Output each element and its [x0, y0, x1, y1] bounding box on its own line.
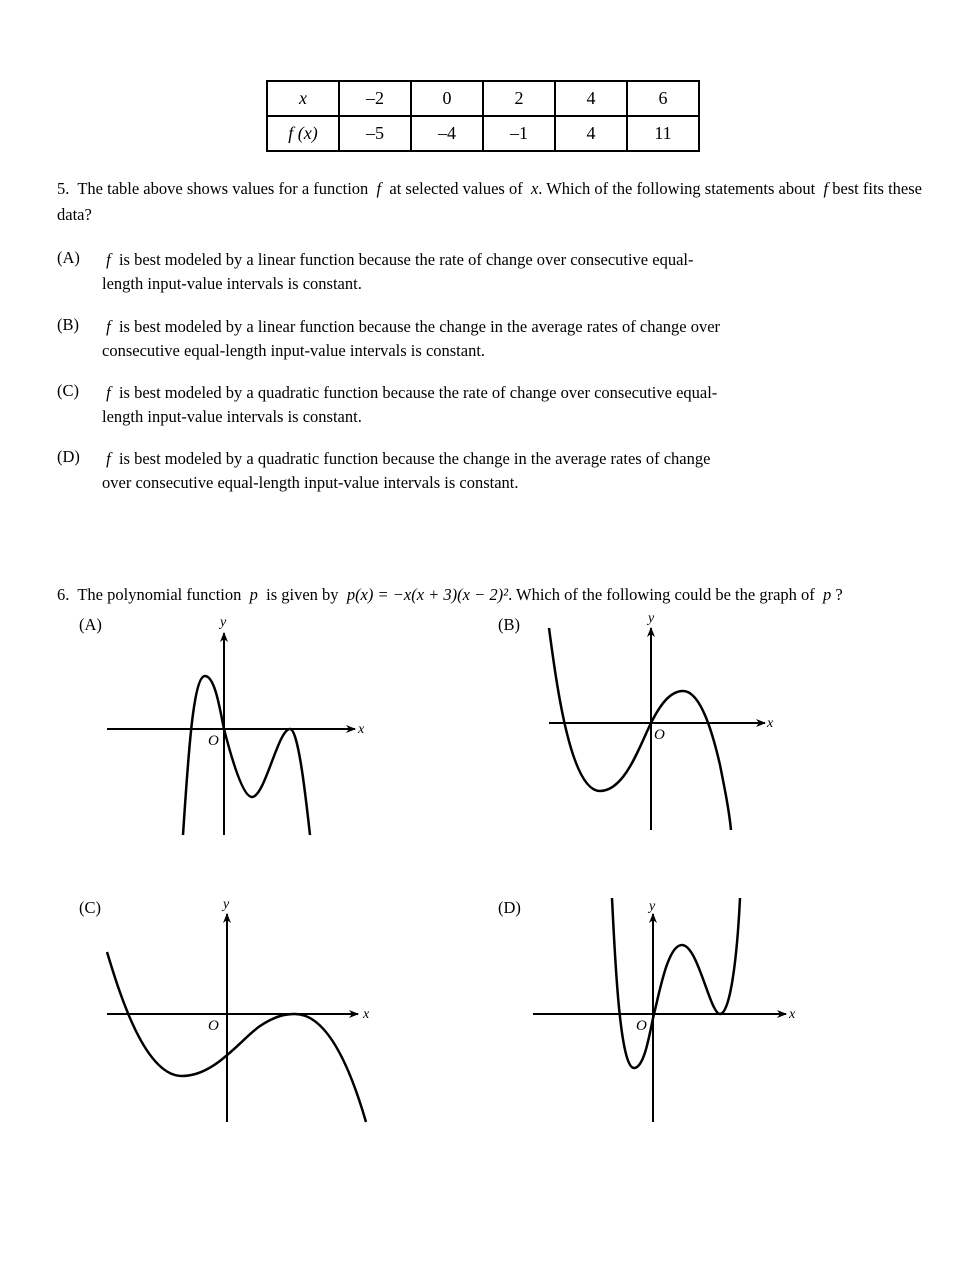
table-header-fx: f (x) — [267, 116, 339, 151]
question-text: . Which of the following could be the graph of — [508, 585, 815, 604]
question-number: 5. — [57, 179, 70, 198]
x-axis-label: x — [767, 716, 774, 731]
question-text: is given by — [266, 585, 339, 604]
y-axis-label: y — [649, 899, 656, 914]
choice-d-label[interactable]: (D) — [57, 447, 80, 466]
choice-a-label[interactable]: (A) — [57, 248, 80, 267]
table-cell: 4 — [555, 81, 627, 116]
graph-a-label[interactable]: (A) — [79, 615, 102, 634]
function-variable: f — [106, 317, 111, 336]
choice-line: length input-value intervals is constant. — [102, 274, 362, 293]
table-cell: 6 — [627, 81, 699, 116]
origin-label: O — [208, 1018, 219, 1034]
table-cell: 2 — [483, 81, 555, 116]
input-variable: x — [530, 179, 539, 198]
question-text: ? — [835, 585, 843, 604]
origin-label: O — [208, 733, 219, 749]
choice-c-label[interactable]: (C) — [57, 381, 79, 400]
function-variable: p — [823, 585, 832, 604]
y-axis-label: y — [220, 615, 227, 630]
function-variable: f — [823, 179, 829, 198]
table-cell: –4 — [411, 116, 483, 151]
table-cell: –1 — [483, 116, 555, 151]
choice-line: is best modeled by a linear function because the change in the average rates of change over — [118, 317, 721, 336]
x-axis-label: x — [789, 1007, 796, 1022]
choice-line: consecutive equal-length input-value intervals is constant. — [102, 341, 486, 360]
y-axis-label: y — [648, 611, 655, 626]
graph-d-label[interactable]: (D) — [498, 898, 521, 917]
table-cell: 4 — [555, 116, 627, 151]
question-text: best fits these data? — [57, 179, 923, 224]
x-axis-label: x — [363, 1007, 370, 1022]
choice-line: length input-value intervals is constant. — [102, 407, 362, 426]
question-text: The table above shows values for a function — [77, 179, 369, 198]
table-cell: –2 — [339, 81, 411, 116]
origin-label: O — [654, 727, 665, 743]
question-text: . Which of the following statements about — [538, 179, 816, 198]
table-cell: 0 — [411, 81, 483, 116]
graph-b-label[interactable]: (B) — [498, 615, 520, 634]
function-variable: f — [106, 383, 111, 402]
table-header-x: x — [267, 81, 339, 116]
function-variable: f — [106, 250, 111, 269]
function-variable: f — [106, 449, 111, 468]
choice-line: over consecutive equal-length input-value intervals is constant. — [102, 473, 519, 492]
polynomial-formula: p(x) = −x(x + 3)(x − 2)² — [346, 585, 509, 604]
function-variable: p — [249, 585, 258, 604]
x-axis-label: x — [358, 722, 365, 737]
question-number: 6. — [57, 585, 70, 604]
table-cell: 11 — [627, 116, 699, 151]
table-cell: –5 — [339, 116, 411, 151]
curve — [612, 898, 740, 1068]
choice-b-label[interactable]: (B) — [57, 315, 79, 334]
function-variable: f — [376, 179, 382, 198]
choice-line: is best modeled by a quadratic function because the rate of change over consecutive equal- — [118, 383, 718, 402]
origin-label: O — [636, 1018, 647, 1034]
y-axis-label: y — [223, 897, 230, 912]
question-text: The polynomial function — [77, 585, 242, 604]
choice-line: is best modeled by a linear function because the rate of change over consecutive equal- — [118, 250, 694, 269]
question-text: at selected values of — [389, 179, 523, 198]
choice-line: is best modeled by a quadratic function because the change in the average rates of change — [118, 449, 711, 468]
graph-c-label[interactable]: (C) — [79, 898, 101, 917]
